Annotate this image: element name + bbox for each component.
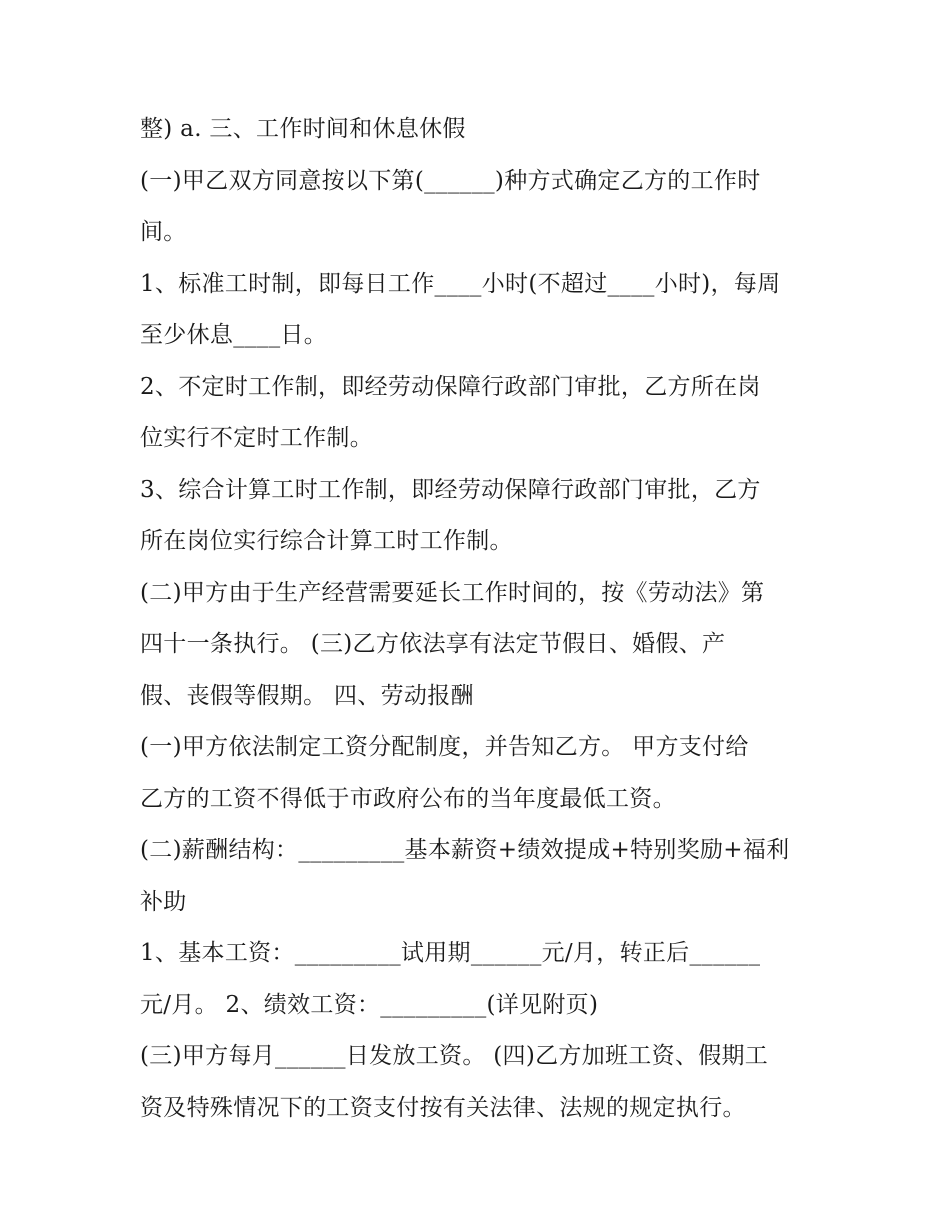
text-line: 1、基本工资：_________试用期______元/月，转正后______: [140, 940, 761, 966]
text-line: 2、不定时工作制，即经劳动保障行政部门审批，乙方所在岗: [140, 373, 761, 400]
text-line: 所在岗位实行综合计算工时工作制。: [140, 528, 513, 554]
text-line: 间。: [140, 219, 187, 245]
text-line: 假、丧假等假期。 四、劳动报酬: [140, 682, 474, 709]
text-line: (一)甲乙双方同意按以下第(______)种方式确定乙方的工作时: [140, 167, 761, 194]
text-line: 补助: [140, 888, 187, 915]
text-line: 3、综合计算工时工作制，即经劳动保障行政部门审批，乙方: [140, 476, 761, 503]
text-line: (二)薪酬结构：_________基本薪资+绩效提成+特别奖励+福利: [140, 837, 790, 863]
text-line: 乙方的工资不得低于市政府公布的当年度最低工资。: [140, 785, 676, 812]
text-line: (三)甲方每月______日发放工资。 (四)乙方加班工资、假期工: [140, 1043, 769, 1069]
document-body: [140, 104, 820, 1134]
text-line: 四十一条执行。 (三)乙方依法享有法定节假日、婚假、产: [140, 631, 726, 657]
text-line: 资及特殊情况下的工资支付按有关法律、法规的规定执行。: [140, 1094, 746, 1121]
text-line: 元/月。 2、绩效工资：_________(详见附页): [140, 991, 599, 1018]
text-line: 至少休息____日。: [140, 322, 327, 348]
text-line: 1、标准工时制，即每日工作____小时(不超过____小时)，每周: [140, 270, 781, 297]
text-line: (一)甲方依法制定工资分配制度，并告知乙方。 甲方支付给: [140, 734, 749, 760]
text-line: 整) a. 三、工作时间和休息休假: [140, 116, 466, 142]
text-line: (二)甲方由于生产经营需要延长工作时间的，按《劳动法》第: [140, 579, 765, 606]
text-line: 位实行不定时工作制。: [140, 425, 373, 451]
